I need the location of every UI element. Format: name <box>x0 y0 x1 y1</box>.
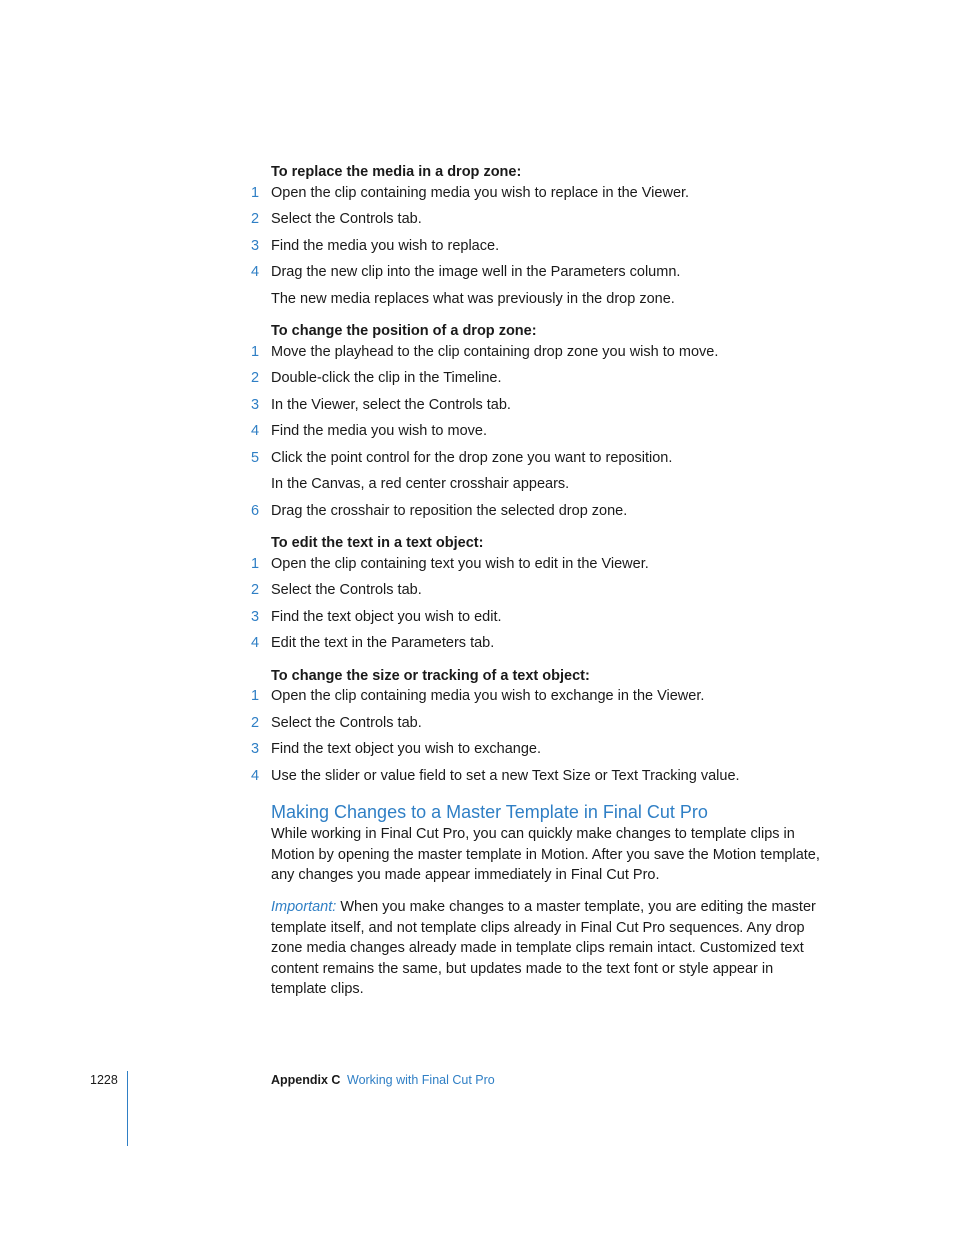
step-text: Click the point control for the drop zone you want to reposition. <box>271 450 673 466</box>
step-text: Edit the text in the Parameters tab. <box>271 635 495 651</box>
step-text: Find the media you wish to move. <box>271 423 487 439</box>
page-number: 1228 <box>90 1073 118 1087</box>
step-number: 5 <box>251 450 260 466</box>
step-number: 6 <box>251 503 260 519</box>
step-text: Use the slider or value field to set a new Text Size or Text Tracking value. <box>271 768 740 784</box>
step-number: 2 <box>251 715 260 731</box>
step-number: 3 <box>251 741 260 757</box>
important-text: When you make changes to a master template, you are editing the master template itself, and not template clips already in Final Cut Pro sequences. Any drop zone media changes already made in template clips remain intact. Customized text content remains the same, but updates made to the text font or style appear in template clips. <box>271 899 816 997</box>
important-label: Important: <box>271 899 337 915</box>
step-number: 4 <box>251 635 260 651</box>
step-note: In the Canvas, a red center crosshair appears. <box>271 476 570 492</box>
step-text: Open the clip containing text you wish to edit in the Viewer. <box>271 556 649 572</box>
step-number: 1 <box>251 688 260 704</box>
section-heading-size-tracking: To change the size or tracking of a text object: <box>271 668 590 684</box>
body-paragraph: While working in Final Cut Pro, you can quickly make changes to template clips in Motion by opening the master template in Motion. After you save the Motion template, any changes you made appear immediately in Final Cut Pro. <box>271 826 820 883</box>
step-text: Open the clip containing media you wish to exchange in the Viewer. <box>271 688 705 704</box>
step-number: 1 <box>251 556 260 572</box>
step-number: 2 <box>251 370 260 386</box>
section-title-master-template: Making Changes to a Master Template in Final Cut Pro <box>271 802 708 822</box>
step-text: Double-click the clip in the Timeline. <box>271 370 502 386</box>
step-number: 1 <box>251 185 260 201</box>
step-number: 3 <box>251 238 260 254</box>
step-number: 4 <box>251 423 260 439</box>
step-number: 3 <box>251 397 260 413</box>
step-text: Find the media you wish to replace. <box>271 238 500 254</box>
step-number: 4 <box>251 768 260 784</box>
step-text: Drag the new clip into the image well in the Parameters column. <box>271 264 681 280</box>
step-text: Select the Controls tab. <box>271 211 422 227</box>
step-number: 4 <box>251 264 260 280</box>
important-note <box>271 897 831 1000</box>
step-text: In the Viewer, select the Controls tab. <box>271 397 511 413</box>
section-heading-replace-media: To replace the media in a drop zone: <box>271 164 522 180</box>
footer-appendix: Appendix C <box>271 1073 341 1087</box>
step-text: Find the text object you wish to exchange. <box>271 741 542 757</box>
step-number: 2 <box>251 582 260 598</box>
section-heading-drop-zone-position: To change the position of a drop zone: <box>271 323 537 339</box>
step-text: Find the text object you wish to edit. <box>271 609 502 625</box>
footer-chapter-link[interactable]: Working with Final Cut Pro <box>347 1073 495 1087</box>
step-number: 2 <box>251 211 260 227</box>
section-heading-edit-text: To edit the text in a text object: <box>271 535 484 551</box>
step-text: Move the playhead to the clip containing drop zone you wish to move. <box>271 344 719 360</box>
step-text: Open the clip containing media you wish to replace in the Viewer. <box>271 185 690 201</box>
step-note: The new media replaces what was previously in the drop zone. <box>271 291 675 307</box>
footer-rule <box>127 1071 128 1146</box>
step-text: Drag the crosshair to reposition the selected drop zone. <box>271 503 628 519</box>
step-text: Select the Controls tab. <box>271 582 422 598</box>
step-number: 1 <box>251 344 260 360</box>
step-text: Select the Controls tab. <box>271 715 422 731</box>
step-number: 3 <box>251 609 260 625</box>
